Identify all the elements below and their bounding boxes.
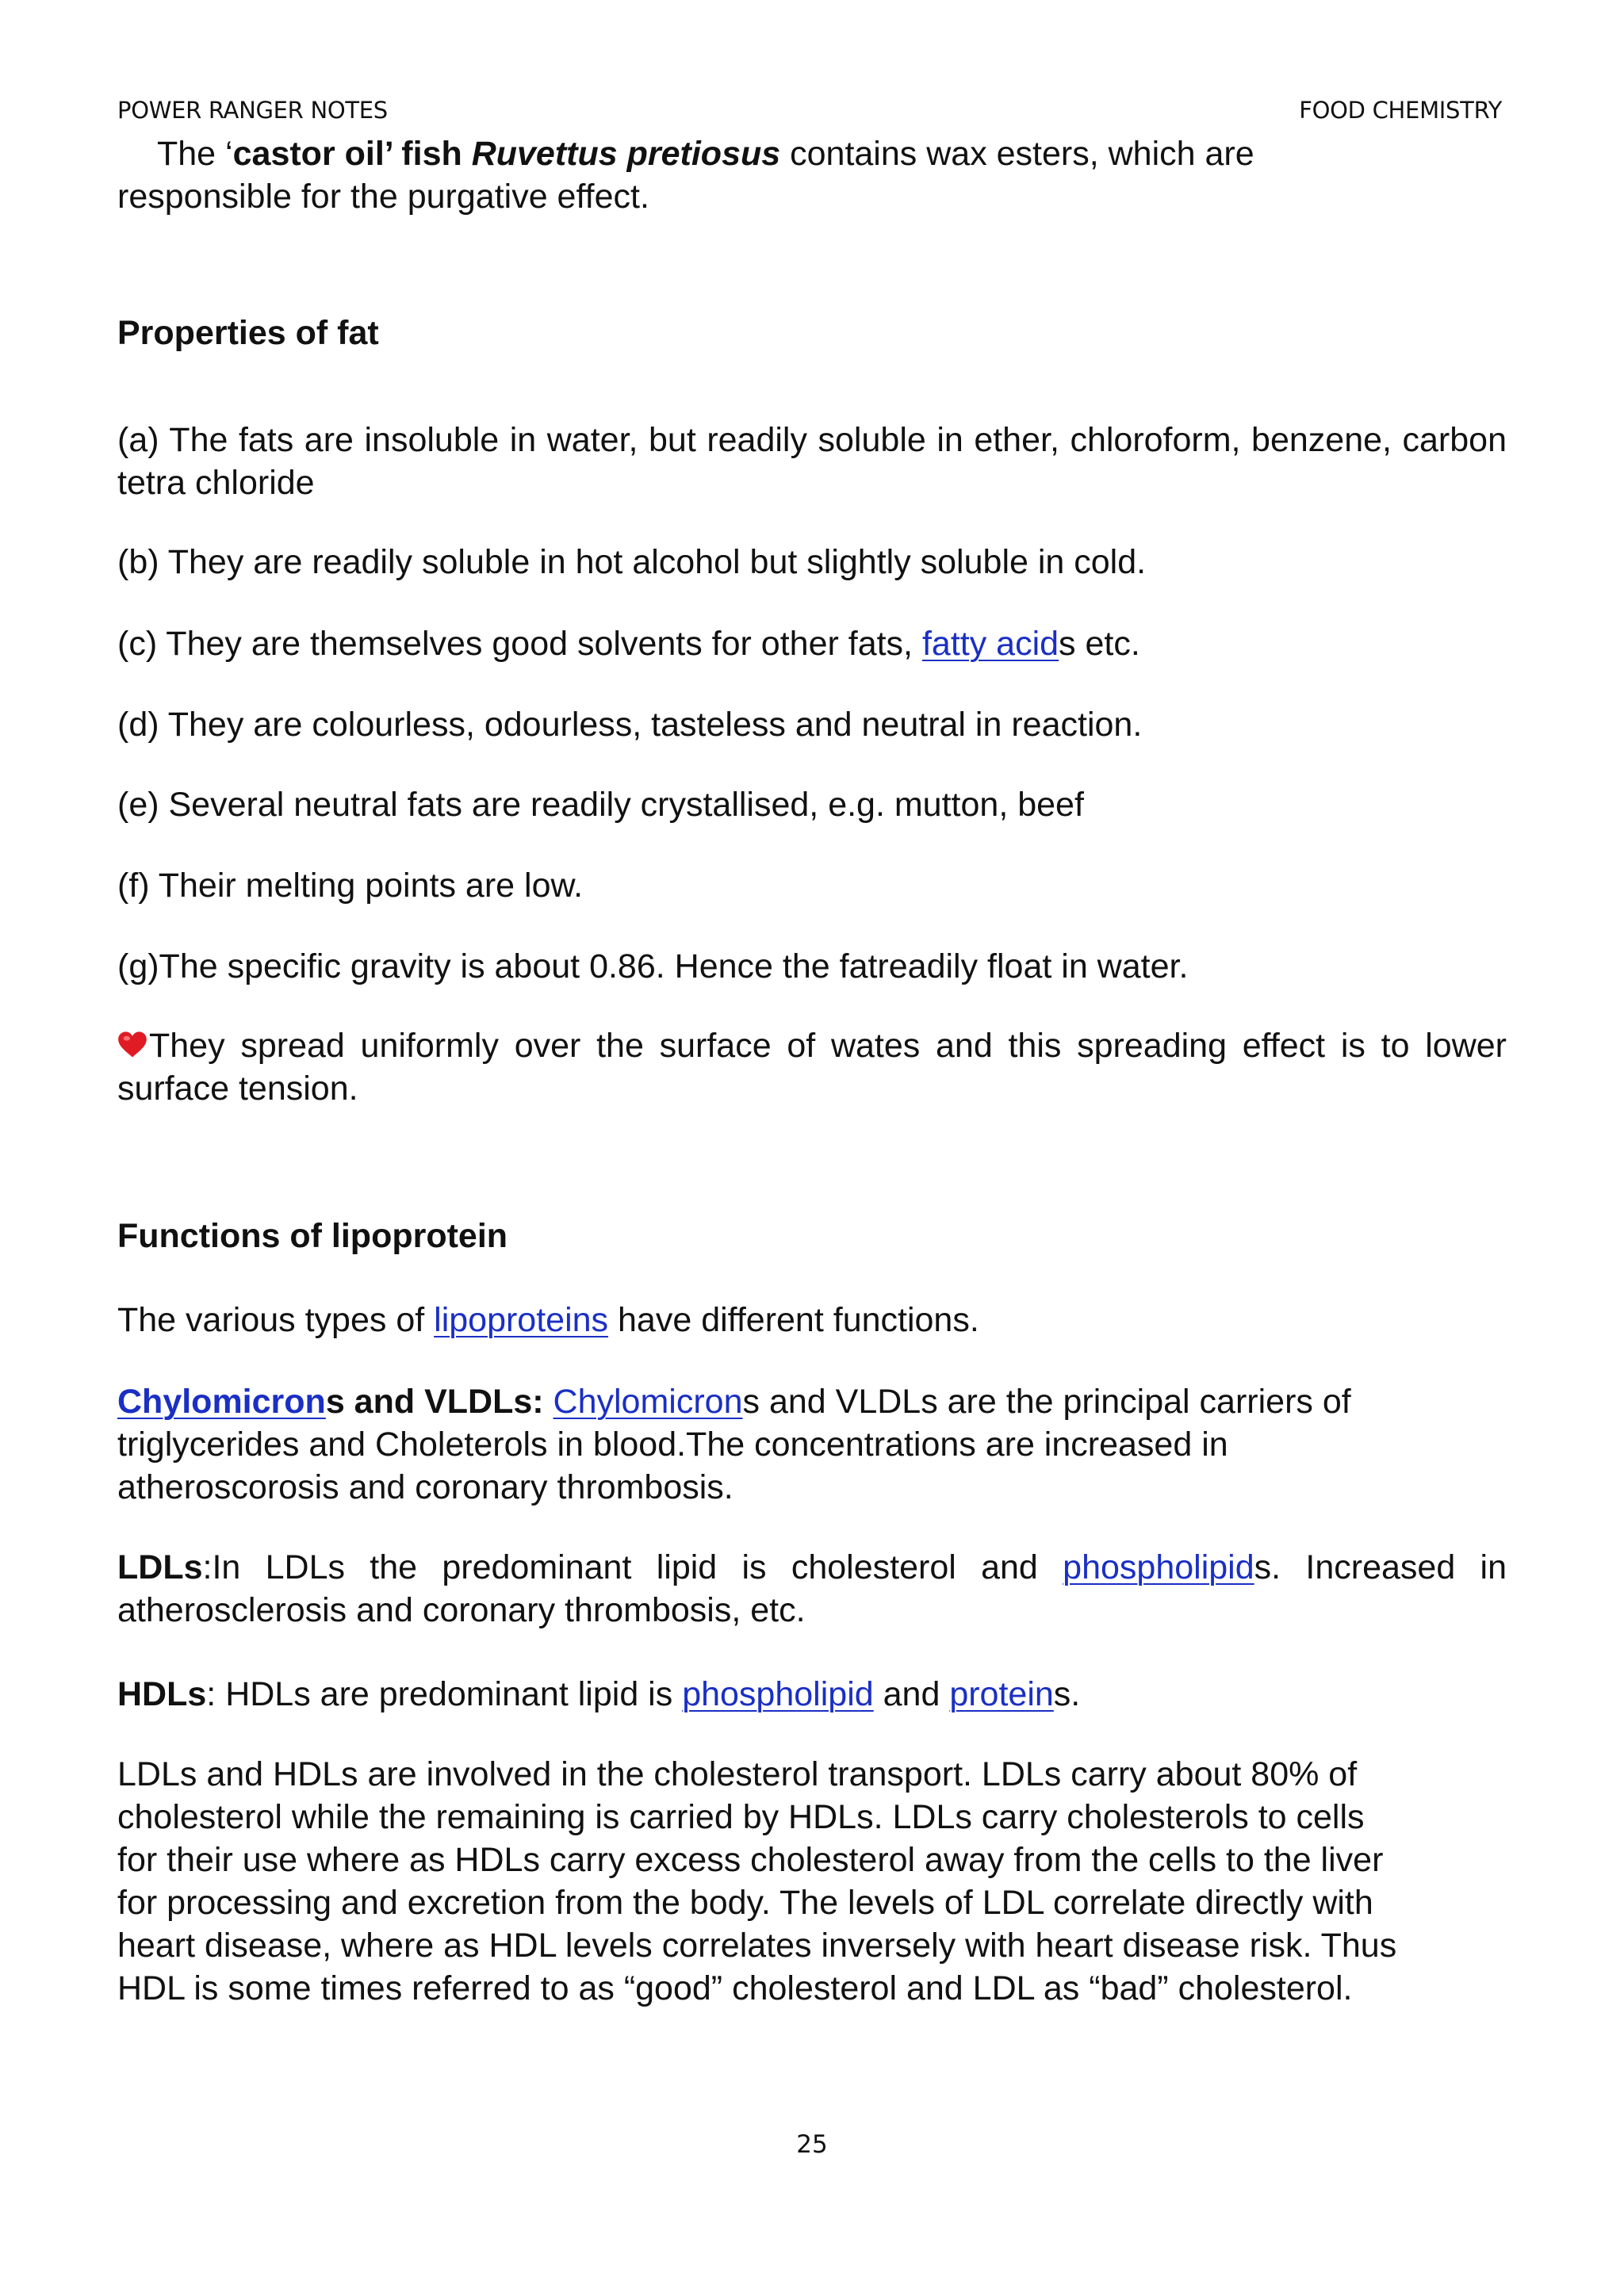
chylomicrons-space (544, 1383, 553, 1421)
phospholipid-link-ldl[interactable]: phospholipid (1063, 1548, 1254, 1586)
functions-intro-suffix: have different functions. (608, 1301, 979, 1339)
property-c (117, 622, 1507, 665)
property-b: (b) They are readily soluble in hot alcohol but slightly soluble in cold. (117, 543, 1147, 581)
ldl-suffix: s. Increased in atherosclerosis and coronary thrombosis, etc. (117, 1548, 1507, 1629)
hdl-text: : HDLs are predominant lipid is (206, 1675, 683, 1713)
summary-line-5: heart disease, where as HDL levels correlates inversely with heart disease risk. Thus (117, 1927, 1397, 1965)
chylomicrons-label: s and VLDLs: (325, 1383, 544, 1421)
property-c-suffix: s etc. (1059, 625, 1140, 663)
chylomicrons-line-1 (117, 1380, 1507, 1423)
chylomicron-bold-link[interactable]: Chylomicron (117, 1383, 326, 1421)
chylomicron-link[interactable]: Chylomicron (553, 1383, 743, 1421)
property-e: (e) Several neutral fats are readily crystallised, e.g. mutton, beef (117, 786, 1084, 824)
summary-line-2: cholesterol while the remaining is carried by HDLs. LDLs carry cholesterols to cells (117, 1798, 1365, 1836)
ldl-label: LDLs (117, 1548, 203, 1586)
summary-line-3: for their use where as HDLs carry excess cholesterol away from the cells to the liver (117, 1841, 1384, 1879)
intro-paragraph (117, 132, 1507, 218)
intro-species-name: Ruvettus pretiosus (471, 135, 781, 173)
heart-icon (117, 1030, 147, 1060)
fatty-acid-link[interactable]: fatty acid (921, 625, 1059, 663)
running-header (117, 97, 1502, 128)
intro-line-2: responsible for the purgative effect. (117, 178, 649, 216)
chylomicrons-line-3: atheroscorosis and coronary thrombosis. (117, 1468, 733, 1506)
property-g: (g)The specific gravity is about 0.86. Hence the fatreadily float in water. (117, 947, 1189, 985)
property-a: (a) The fats are insoluble in water, but readily soluble in ether, chloroform, benzene, carbon tetra chloride (117, 421, 1507, 502)
ldl-paragraph (117, 1546, 1507, 1632)
cholesterol-transport-paragraph (117, 1753, 1507, 2010)
chylomicrons-line-2: triglycerides and Choleterols in blood.The concentrations are increased in (117, 1425, 1228, 1464)
phospholipid-link-hdl[interactable]: phospholipid (682, 1675, 874, 1713)
summary-line-4: for processing and excretion from the body. The levels of LDL correlate directly with (117, 1884, 1373, 1922)
functions-heading: Functions of lipoprotein (117, 1217, 508, 1255)
functions-intro (117, 1299, 1507, 1341)
properties-heading: Properties of fat (117, 314, 379, 352)
property-f: (f) Their melting points are low. (117, 867, 584, 905)
protein-link[interactable]: protein (949, 1675, 1054, 1713)
hdl-suffix: s. (1053, 1675, 1081, 1713)
property-d: (d) They are colourless, odourless, tasteless and neutral in reaction. (117, 706, 1143, 744)
chylomicrons-paragraph (117, 1380, 1507, 1509)
functions-intro-text: The various types of (117, 1301, 435, 1339)
header-left: POWER RANGER NOTES (117, 97, 388, 124)
summary-line-1: LDLs and HDLs are involved in the cholesterol transport. LDLs carry about 80% of (117, 1755, 1358, 1793)
hdl-and: and (873, 1675, 950, 1713)
intro-text-1: The ‘ (157, 135, 233, 173)
property-h-text: They spread uniformly over the surface of wates and this spreading effect is to lower surface tension. (117, 1027, 1507, 1108)
hdl-paragraph (117, 1673, 1507, 1716)
summary-line-6: HDL is some times referred to as “good” cholesterol and LDL as “bad” cholesterol. (117, 1969, 1353, 2007)
intro-line-1 (117, 132, 1507, 175)
lipoproteins-link[interactable]: lipoproteins (434, 1301, 609, 1339)
ldl-text: :In LDLs the predominant lipid is cholesterol and (202, 1548, 1063, 1586)
intro-text-2: contains wax esters, which are (780, 135, 1254, 173)
chylomicrons-line-1-text: s and VLDLs are the principal carriers of (742, 1383, 1351, 1421)
hdl-label: HDLs (117, 1675, 207, 1713)
property-h (117, 1024, 1507, 1110)
intro-bold-castor: castor oil’ fish (232, 135, 472, 173)
property-c-text: (c) They are themselves good solvents for other fats, (117, 625, 922, 663)
page-number: 25 (796, 2130, 828, 2159)
header-right: FOOD CHEMISTRY (1299, 97, 1502, 124)
